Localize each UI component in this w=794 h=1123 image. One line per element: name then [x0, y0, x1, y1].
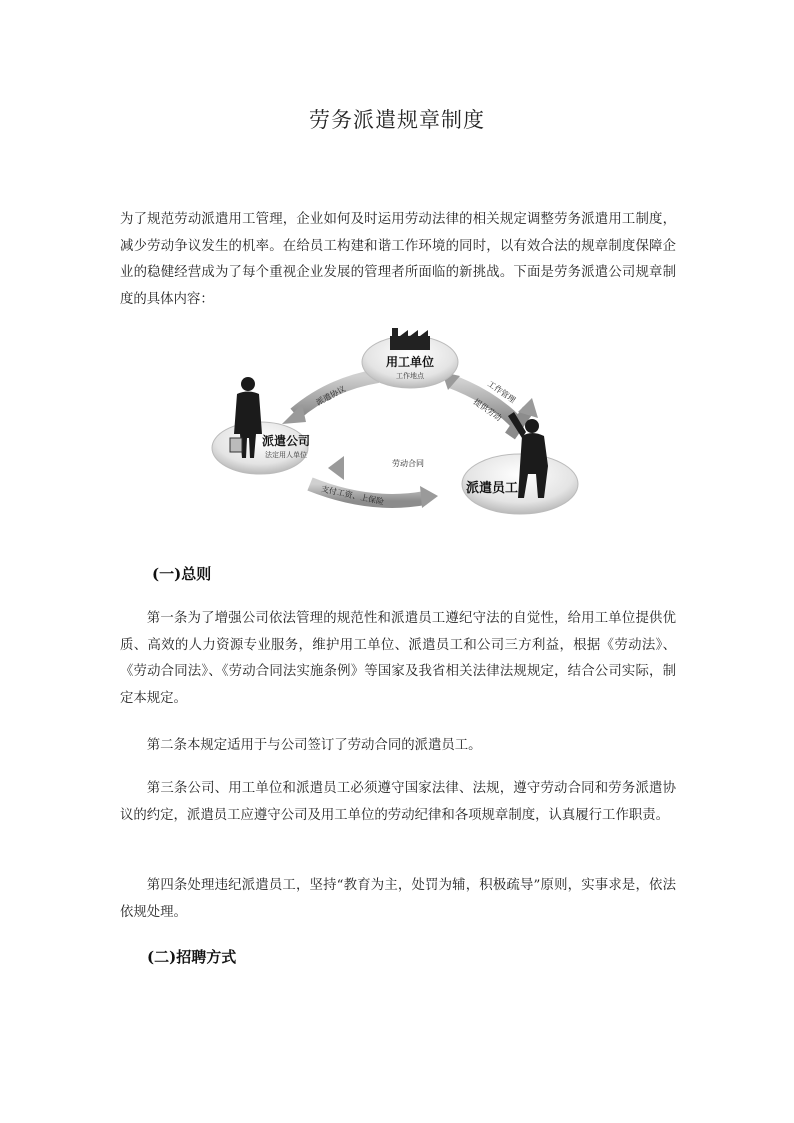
- factory-icon: [390, 328, 430, 350]
- agency-label: 派遣公司: [261, 434, 311, 448]
- page-title: 劳务派遣规章制度: [309, 108, 485, 132]
- article-paragraph: 第一条为了增强公司依法管理的规范性和派遣员工遵纪守法的自觉性，给用工单位提供优质、高效的人力资源专业服务，维护用工单位、派遣员工和公司三方利益，根据《劳动法》、《劳动合同法》、《劳动合同法实施条例》等国家及我省相关法律法规规定，结合公司实际，制定本规定。: [120, 611, 676, 706]
- article-paragraph: 第三条公司、用工单位和派遣员工必须遵守国家法律、法规，遵守劳动合同和劳务派遣协议的约定，派遣员工应遵守公司及用工单位的劳动纪律和各项规章制度，认真履行工作职责。: [120, 781, 676, 823]
- section-heading-recruitment: (二)招聘方式: [147, 948, 237, 966]
- intro-paragraph: 为了规范劳动派遣用工管理，企业如何及时运用劳动法律的相关规定调整劳务派遣用工制度，减少劳动争议发生的机率。在给员工构建和谐工作环境的同时，以有效合法的规章制度保障企业的稳健经营成为了每个重视企业发展的管理者所面临的新挑战。下面是劳务派遣公司规章制度的具体内容：: [120, 212, 676, 307]
- agency-sub-label: 法定用人单位: [265, 451, 307, 459]
- labor-contract-label: 劳动合同: [392, 459, 424, 468]
- article-paragraph: 第二条本规定适用于与公司签订了劳动合同的派遣员工。: [146, 738, 482, 753]
- worker-label: 派遣员工: [465, 481, 519, 496]
- section-heading-general: (一)总则: [152, 565, 212, 583]
- work-management-label: 工作管理: [485, 379, 518, 405]
- article-paragraph: 第四条处理违纪派遣员工，坚持“教育为主，处罚为辅，积极疏导”原则，实事求是，依法依规处理。: [120, 878, 676, 920]
- provide-labor-label: 提供劳动: [471, 397, 504, 423]
- employer-sub-label: 工作地点: [396, 372, 424, 380]
- dispatch-agreement-label: 派遣协议: [314, 384, 348, 408]
- employer-label: 用工单位: [385, 355, 435, 369]
- pay-insurance-label: 支付工资、上保险: [320, 484, 385, 507]
- dispatch-relationship-diagram: [210, 326, 582, 526]
